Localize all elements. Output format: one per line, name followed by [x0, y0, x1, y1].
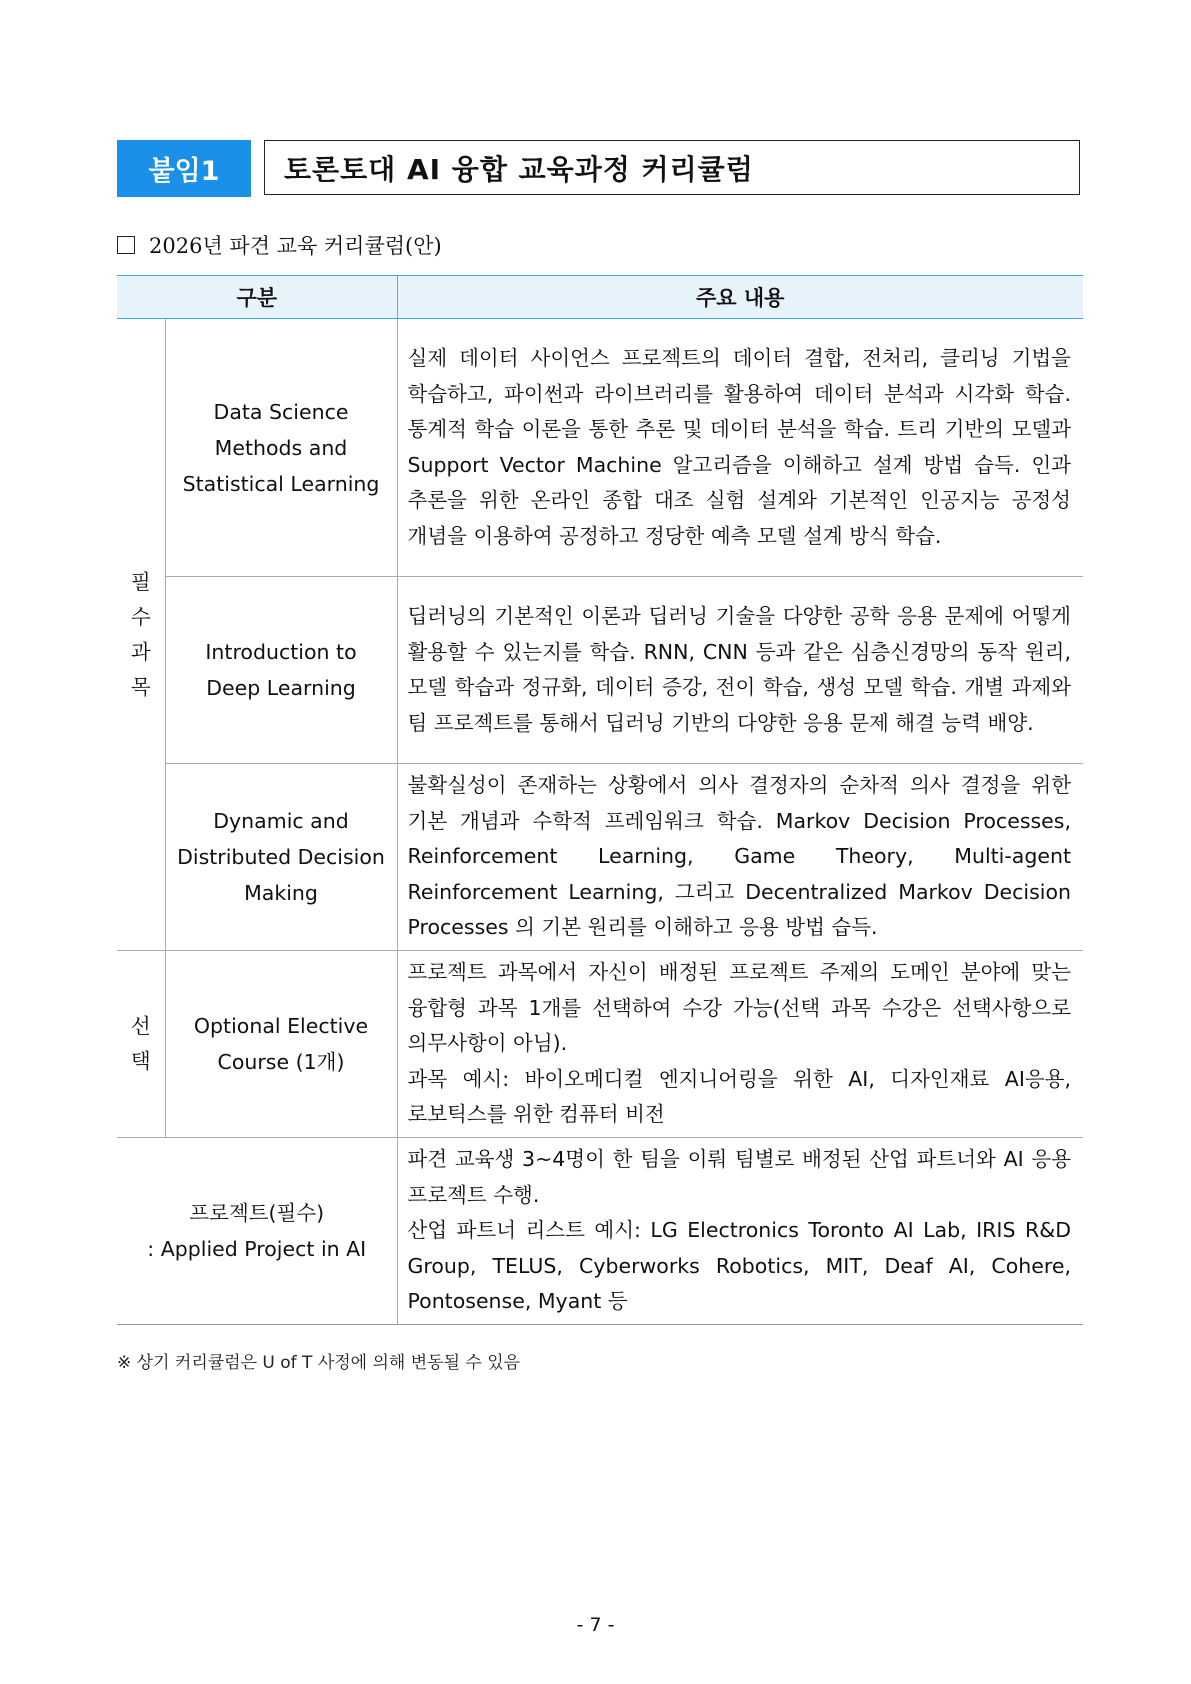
curriculum-table — [117, 275, 1083, 1325]
table-row — [117, 1138, 1083, 1325]
description-paragraph: 산업 파트너 리스트 예시: LG Electronics Toronto AI Lab, IRIS R&D Group, TELUS, Cyberworks Robotics, MIT, Deaf AI, Cohere, Pontosense, Myant 등 — [407, 1218, 1071, 1314]
course-description: 불확실성이 존재하는 상황에서 의사 결정자의 순차적 의사 결정을 위한 기본 개념과 수학적 프레임워크 학습. Markov Decision Processes, Reinforcement Learning, Game Theory, Multi-agent Reinforcement Learning, 그리고 Decentralized Markov Decision Processes 의 기본 원리를 이해하고 응용 방법 습득. — [397, 764, 1083, 951]
attachment-badge: 붙임1 — [117, 140, 251, 197]
group-elective-label: 선택 — [130, 1014, 151, 1073]
course-name-line: Deep Learning — [206, 676, 356, 700]
course-name — [165, 577, 397, 764]
course-name-line: Statistical Learning — [182, 471, 380, 496]
group-required — [117, 319, 165, 951]
table-row — [117, 577, 1083, 764]
course-name-line: Making — [244, 881, 318, 905]
description-paragraph: 파견 교육생 3~4명이 한 팀을 이뤄 팀별로 배정된 산업 파트너와 AI 응용 프로젝트 수행. — [407, 1147, 1071, 1207]
table-row — [117, 319, 1083, 577]
table-header-row — [117, 276, 1083, 319]
subheading — [117, 230, 442, 260]
course-name — [165, 951, 397, 1138]
course-name-line: Dynamic and — [213, 809, 349, 833]
course-description — [397, 1138, 1083, 1325]
course-name — [165, 764, 397, 951]
header-content: 주요 내용 — [397, 276, 1083, 319]
course-name — [117, 1138, 397, 1325]
course-name — [165, 319, 397, 577]
page-title: 토론토대 AI 융합 교육과정 커리큘럼 — [264, 140, 1080, 195]
description-paragraph: 과목 예시: 바이오메디컬 엔지니어링을 위한 AI, 디자인재료 AI응용, 로보틱스를 위한 컴퓨터 비전 — [407, 1066, 1071, 1127]
section-banner — [117, 140, 1083, 197]
group-elective — [117, 951, 165, 1138]
page-number: - 7 - — [576, 1614, 615, 1636]
table-row — [117, 764, 1083, 951]
checkbox-square-icon — [117, 236, 135, 254]
course-name-line: Optional Elective — [193, 1014, 369, 1038]
table-row — [117, 951, 1083, 1138]
course-name-line: Course (1개) — [217, 1050, 345, 1074]
course-description: 딥러닝의 기본적인 이론과 딥러닝 기술을 다양한 공학 응용 문제에 어떻게 활용할 수 있는지를 학습. RNN, CNN 등과 같은 심층신경망의 동작 원리, 모델 학습과 정규화, 데이터 증강, 전이 학습, 생성 모델 학습. 개별 과제와 팀 프로젝트를 통해서 딥러닝 기반의 다양한 응용 문제 해결 능력 배양. — [397, 577, 1083, 764]
course-name-line: : Applied Project in AI — [147, 1237, 367, 1261]
subheading-text: 2026년 파견 교육 커리큘럼(안) — [149, 234, 442, 258]
course-name-line: Distributed Decision — [177, 845, 385, 869]
description-paragraph: 프로젝트 과목에서 자신이 배정된 프로젝트 주제의 도메인 분야에 맞는 융합형 과목 1개를 선택하여 수강 가능(선택 과목 수강은 선택사항으로 의무사항이 아님). — [407, 960, 1071, 1056]
course-name-line: Methods and — [214, 435, 348, 460]
course-name-line: 프로젝트(필수) — [189, 1201, 325, 1225]
footnote: ※ 상기 커리큘럼은 U of T 사정에 의해 변동될 수 있음 — [117, 1353, 521, 1373]
course-description — [397, 951, 1083, 1138]
course-name-line: Introduction to — [205, 640, 357, 664]
course-description: 실제 데이터 사이언스 프로젝트의 데이터 결합, 전처리, 클리닝 기법을 학습하고, 파이썬과 라이브러리를 활용하여 데이터 분석과 시각화 학습. 통계적 학습 이론을 통한 추론 및 데이터 분석을 학습. 트리 기반의 모델과 Support Vector Machine 알고리즘을 이해하고 설계 방법 습득. 인과 추론을 위한 온라인 종합 대조 실험 설계와 기본적인 인공지능 공정성 개념을 이용하여 공정하고 정당한 예측 모델 설계 방식 학습. — [397, 319, 1083, 577]
group-required-label: 필수과목 — [130, 569, 151, 699]
header-category: 구분 — [117, 276, 397, 319]
course-name-line: Data Science — [213, 399, 349, 424]
